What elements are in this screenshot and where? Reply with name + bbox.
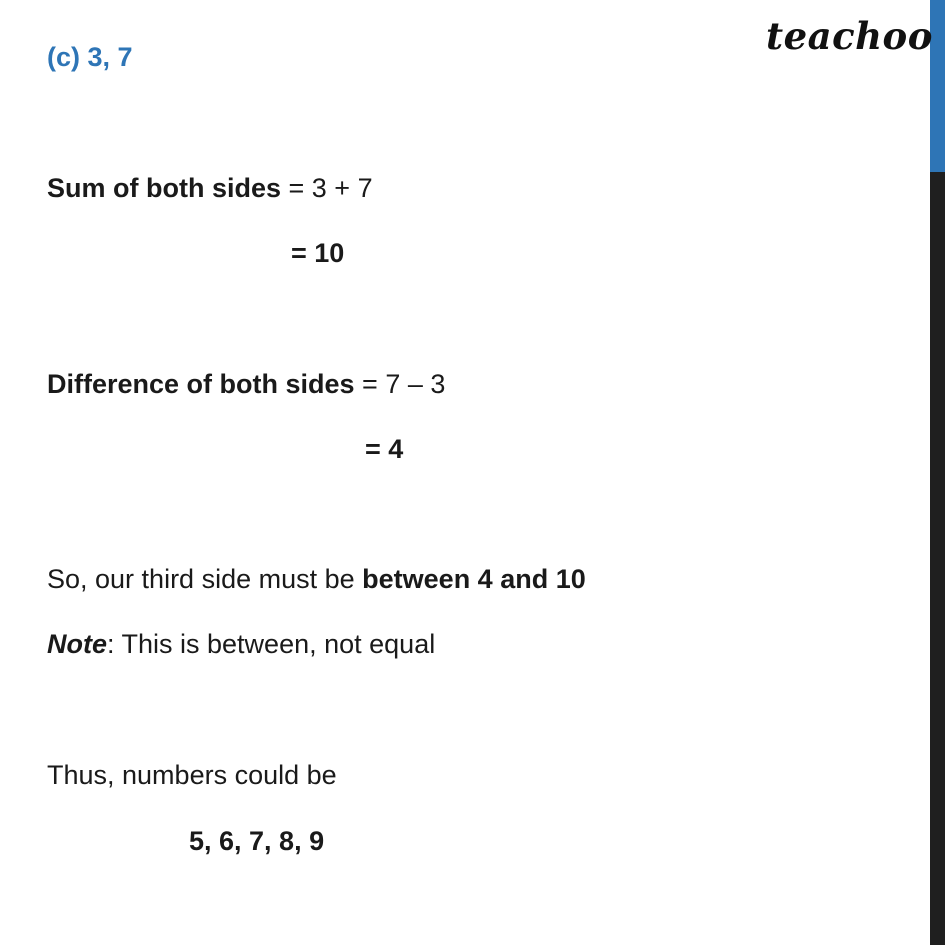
answer-line (189, 825, 324, 857)
teachoo-logo: teachoo (766, 14, 933, 58)
sum-expression: = 3 + 7 (281, 173, 373, 203)
difference-line (47, 368, 445, 400)
conclusion-emphasis: between 4 and 10 (362, 564, 586, 594)
sum-line (47, 172, 373, 204)
difference-expression: = 7 – 3 (354, 369, 446, 399)
right-side-bar (930, 0, 945, 945)
note-text: : This is between, not equal (107, 629, 436, 659)
conclusion-prefix: So, our third side must be (47, 564, 363, 594)
sum-label: Sum of both sides (47, 173, 282, 203)
difference-result (365, 433, 403, 465)
conclusion-line (47, 563, 586, 595)
difference-label: Difference of both sides (47, 369, 355, 399)
sum-result (291, 237, 344, 269)
note-label: Note (47, 629, 107, 659)
difference-result-value: = 4 (365, 434, 404, 464)
note-line (47, 628, 435, 660)
thus-line: Thus, numbers could be (47, 760, 337, 790)
answer-values: 5, 6, 7, 8, 9 (189, 826, 325, 856)
sum-result-value: = 10 (291, 238, 345, 268)
question-heading: (c) 3, 7 (47, 42, 133, 72)
